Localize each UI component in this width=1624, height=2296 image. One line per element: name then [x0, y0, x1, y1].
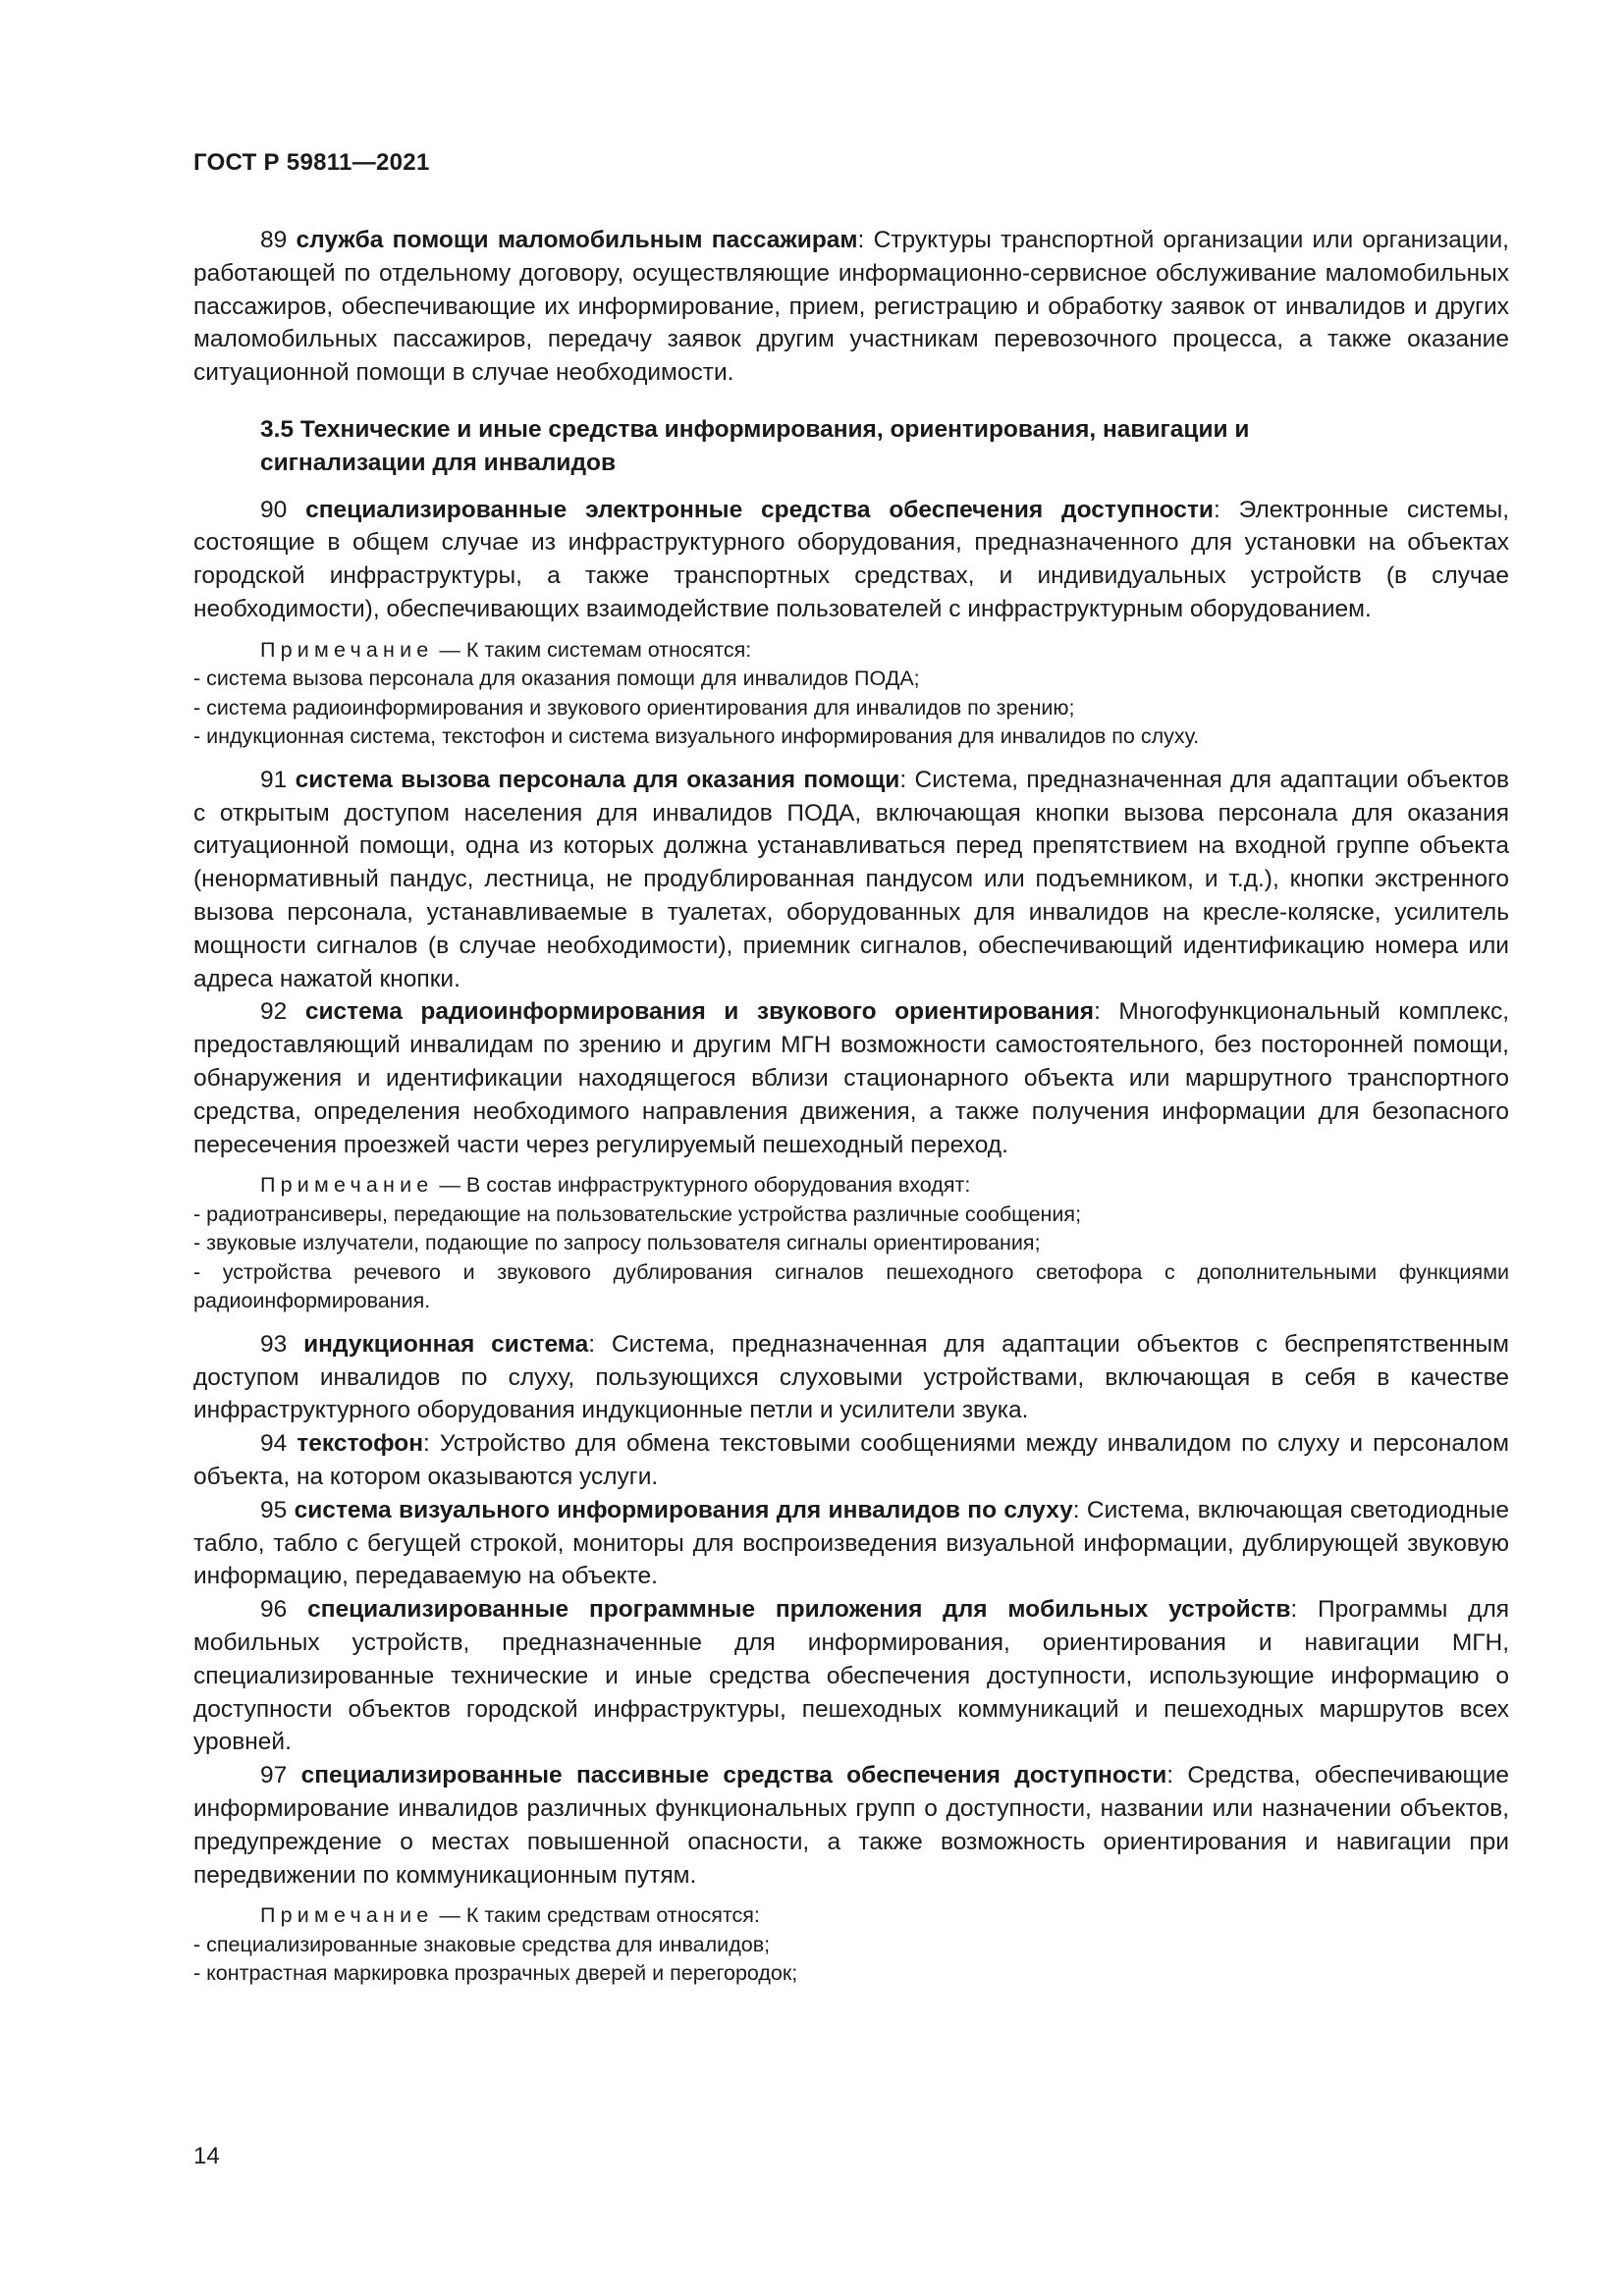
note-intro: — К таким средствам относятся:: [433, 1903, 760, 1928]
term-number: 97: [260, 1762, 288, 1789]
term-definition: : Система, предназначенная для адаптации объектов с открытым доступом населения для инвалидов ПОДА, включающая кнопки вызова персонала для оказания ситуационной помощи, одна из которых должна устанавливаться перед препятствием на входной группе объекта (ненормативный пандус, лестница, не продублированная пандусом или подъемником, и т.д.), кнопки экстренного вызова персонала, устанавливаемые в туалетах, оборудованных для инвалидов на кресле-коляске, усилитель мощности сигналов (в случае необходимости), приемник сигналов, обеспечивающий идентификацию номера или адреса нажатой кнопки.: [193, 766, 1509, 992]
term-number: 94: [260, 1430, 288, 1458]
term-96: [193, 1593, 1509, 1759]
note-item: - звуковые излучатели, подающие по запросу пользователя сигналы ориентирования;: [193, 1231, 1041, 1255]
term-93: [193, 1328, 1509, 1427]
note-label: Примечание: [260, 637, 434, 662]
term-definition: : Устройство для обмена текстовыми сообщениями между инвалидом по слуху и персоналом объекта, на котором оказываются услуги.: [193, 1430, 1509, 1491]
term-definition: : Электронные системы, состоящие в общем случае из инфраструктурного оборудования, предназначенного для установки на объектах городской инфраструктуры, а также транспортных средствах, и индивидуальных устройств (в случае необходимости), обеспечивающих взаимодействие пользователей с инфраструктурным оборудованием.: [193, 496, 1509, 622]
term-95: [193, 1494, 1509, 1593]
term-number: 93: [260, 1330, 288, 1358]
note-heading: [193, 636, 1509, 666]
note-item: - специализированные знаковые средства для инвалидов;: [193, 1932, 771, 1956]
term-number: 89: [260, 227, 288, 253]
term-91: [193, 764, 1509, 996]
term-title: специализированные пассивные средства обеспечения доступности: [300, 1762, 1167, 1789]
note-label: Примечание: [260, 1903, 434, 1928]
term-number: 91: [260, 766, 288, 793]
page-content: [193, 224, 1509, 2001]
term-title: система визуального информирования для инвалидов по слуху: [294, 1496, 1073, 1523]
note-intro: — В состав инфраструктурного оборудования входят:: [433, 1173, 971, 1198]
note-item: - радиотрансиверы, передающие на пользовательские устройства различные сообщения;: [193, 1201, 1082, 1226]
term-title: индукционная система: [303, 1330, 589, 1358]
term-97: [193, 1759, 1509, 1892]
page-number: 14: [193, 2143, 220, 2169]
term-definition: : Программы для мобильных устройств, предназначенные для информирования, ориентирования и навигации МГН, специализированные технические и иные средства обеспечения доступности, использующие информацию о доступности объектов городской инфраструктуры, пешеходных коммуникаций и пешеходных маршрутов всех уровней.: [193, 1596, 1510, 1756]
note-block: [193, 1171, 1509, 1316]
term-number: 95: [260, 1496, 288, 1523]
note-heading: [193, 1171, 1509, 1201]
note-item: - контрастная маркировка прозрачных дверей и перегородок;: [193, 1961, 798, 1986]
note-block: [193, 1901, 1509, 1989]
term-definition: : Структуры транспортной организации или организации, работающей по отдельному договору, осуществляющие информационно-сервисное обслуживание маломобильных пассажиров, обеспечивающие их информирование, прием, регистрацию и обработку заявок от инвалидов и других маломобильных пассажиров, передачу заявок другим участникам перевозочного процесса, а также оказание ситуационной помощи в случае необходимости.: [193, 227, 1509, 387]
term-definition: : Система, включающая светодиодные табло, табло с бегущей строкой, мониторы для воспроизведения визуальной информации, дублирующей звуковую информацию, передаваемую на объекте.: [193, 1496, 1509, 1590]
term-number: 96: [260, 1596, 288, 1624]
term-title: служба помощи маломобильным пассажирам: [296, 227, 858, 253]
term-definition: : Многофункциональный комплекс, предоставляющий инвалидам по зрению и другим МГН возможности самостоятельного, без посторонней помощи, обнаружения и идентификации находящегося вблизи стационарного объекта или маршрутного транспортного средства, определения необходимого направления движения, а также получения информации для безопасного пересечения проезжей части через регулируемый пешеходный переход.: [193, 998, 1510, 1158]
term-title: специализированные программные приложения для мобильных устройств: [307, 1596, 1291, 1624]
note-heading: [193, 1901, 1509, 1931]
term-89: [193, 224, 1509, 390]
term-90: [193, 494, 1509, 626]
term-title: система вызова персонала для оказания помощи: [295, 766, 900, 793]
term-number: 92: [260, 998, 288, 1026]
term-title: система радиоинформирования и звукового ориентирования: [304, 998, 1095, 1026]
note-item: - индукционная система, текстофон и система визуального информирования для инвалидов по слуху.: [193, 724, 1200, 749]
note-block: [193, 636, 1509, 752]
document-header: ГОСТ Р 59811—2021: [193, 149, 430, 176]
note-item: - система вызова персонала для оказания помощи для инвалидов ПОДА;: [193, 667, 920, 691]
note-intro: — К таким системам относятся:: [433, 637, 752, 662]
note-item: - система радиоинформирования и звукового ориентирования для инвалидов по зрению;: [193, 695, 1075, 720]
term-94: [193, 1427, 1509, 1494]
note-label: Примечание: [260, 1173, 434, 1198]
note-item: - устройства речевого и звукового дублирования сигналов пешеходного светофора с дополнительными функциями радиоинформирования.: [193, 1259, 1509, 1313]
term-number: 90: [260, 496, 288, 523]
section-heading: 3.5 Технические и иные средства информирования, ориентирования, навигации и сигнализации для инвалидов: [260, 415, 1250, 476]
term-definition: : Средства, обеспечивающие информирование инвалидов различных функциональных групп о доступности, названии или назначении объектов, предупреждение о местах повышенной опасности, а также возможность ориентирования и навигации при передвижении по коммуникационным путям.: [193, 1762, 1510, 1889]
term-title: текстофон: [297, 1430, 424, 1458]
term-92: [193, 995, 1509, 1161]
term-definition: : Система, предназначенная для адаптации объектов с беспрепятственным доступом инвалидов по слуху, пользующихся слуховыми устройствами, включающая в себя в качестве инфраструктурного оборудования индукционные петли и усилители звука.: [193, 1330, 1509, 1424]
term-title: специализированные электронные средства обеспечения доступности: [305, 496, 1214, 523]
